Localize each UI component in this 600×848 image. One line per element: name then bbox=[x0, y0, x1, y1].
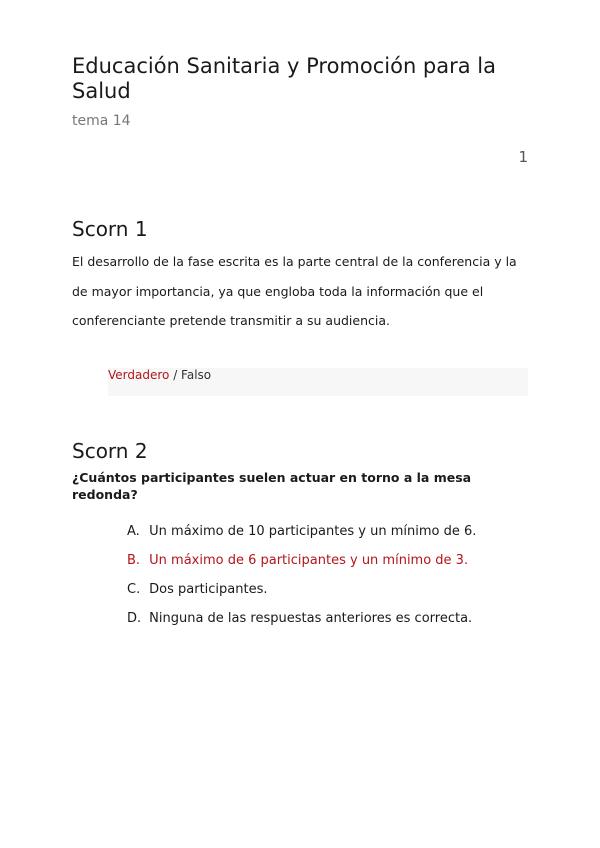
answer-options-list bbox=[127, 517, 547, 633]
option-text: Ninguna de las respuestas anteriores es correcta. bbox=[149, 611, 473, 626]
answer-separator: / bbox=[169, 368, 182, 382]
option-text: Dos participantes. bbox=[149, 582, 268, 597]
option-text: Un máximo de 10 participantes y un mínimo de 6. bbox=[149, 524, 477, 539]
answer-false: Falso bbox=[181, 368, 212, 382]
scorn-1-statement: El desarrollo de la fase escrita es la parte central de la conferencia y la de mayor importancia, ya que engloba toda la información que el conferenciante pretende transmitir a su audiencia. bbox=[72, 254, 517, 328]
scorn-1-heading: Scorn 1 bbox=[72, 217, 148, 241]
option-a bbox=[127, 517, 547, 546]
answer-true: Verdadero bbox=[108, 368, 170, 382]
document-title: Educación Sanitaria y Promoción para la Salud bbox=[72, 54, 497, 103]
option-b-correct bbox=[127, 546, 547, 575]
option-letter: A. bbox=[127, 524, 140, 539]
scorn-2-question: ¿Cuántos participantes suelen actuar en torno a la mesa redonda? bbox=[72, 470, 472, 502]
scorn-2-heading: Scorn 2 bbox=[72, 439, 148, 463]
option-c bbox=[127, 575, 547, 604]
page-number: 1 bbox=[518, 148, 528, 166]
option-letter: D. bbox=[127, 611, 142, 626]
option-d bbox=[127, 604, 547, 633]
option-letter: C. bbox=[127, 582, 141, 597]
option-letter: B. bbox=[127, 553, 141, 568]
option-text: Un máximo de 6 participantes y un mínimo de 3. bbox=[149, 553, 469, 568]
document-subtitle: tema 14 bbox=[72, 113, 131, 129]
true-false-answer bbox=[108, 368, 528, 396]
